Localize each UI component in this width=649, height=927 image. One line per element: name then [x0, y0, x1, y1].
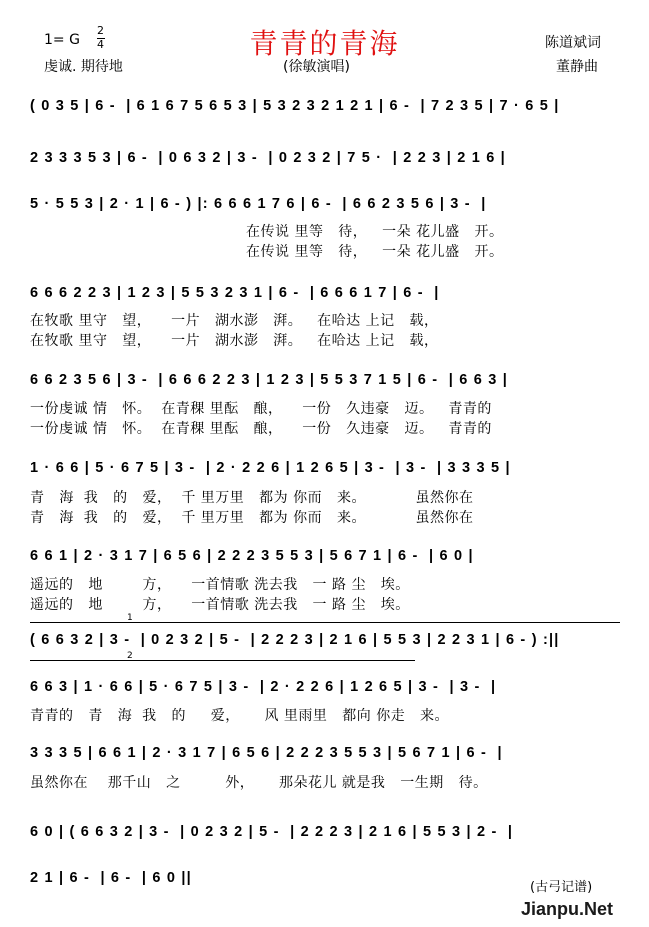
lyric-line-10: 虽然你在 那千山 之 外， 那朵花儿 就是我 一生期 待。	[30, 775, 488, 791]
score-system-12: 2 1 | 6 - | 6 - | 6 0 ||	[30, 870, 192, 886]
site-watermark: Jianpu.Net	[521, 899, 614, 919]
volta-label-2: 2	[127, 651, 133, 661]
score-system-6: 1 · 6 6 | 5 · 6 7 5 | 3 - | 2 · 2 2 6 | 1 2 6 5 | 3 - | 3 - | 3 3 3 5 |	[30, 460, 511, 476]
lyric-line-7a: 遥远的 地 方， 一首情歌 洗去我 一 路 尘 埃。	[30, 577, 410, 593]
score-system-8: ( 6 6 3 2 | 3 - | 0 2 3 2 | 5 - | 2 2 2 3 | 2 1 6 | 5 5 3 | 2 2 3 1 | 6 - ) :||	[30, 632, 560, 648]
volta-label-1: 1	[127, 613, 133, 623]
lyric-line-5a: 一份虔诚 情 怀。 在青稞 里酝 酿， 一份 久违豪 迈。 青青的	[30, 401, 492, 417]
song-title: 青青的青海	[249, 27, 400, 60]
singer-credit: (徐敏演唱)	[283, 59, 350, 75]
lyric-line-4a: 在牧歌 里守 望， 一片 湖水澎 湃。 在哈达 上记 载，	[30, 313, 439, 329]
lyric-line-3b: 在传说 里等 待， 一朵 花儿盛 开。	[246, 244, 504, 260]
tempo-marking: 虔诚. 期待地	[44, 59, 123, 75]
lyricist-credit: 陈道斌词	[545, 35, 601, 51]
volta-bracket-1	[30, 622, 620, 623]
time-signature-top: 2	[97, 24, 104, 37]
score-system-7: 6 6 1 | 2 · 3 1 7 | 6 5 6 | 2 2 2 3 5 5 3 | 5 6 7 1 | 6 - | 6 0 |	[30, 548, 474, 564]
lyric-line-6a: 青 海 我 的 爱， 千 里万里 都为 你而 来。 虽然你在	[30, 490, 474, 506]
transcriber-note: (古弓记谱)	[530, 880, 593, 895]
score-system-2: 2 3 3 3 5 3 | 6 - | 0 6 3 2 | 3 - | 0 2 3 2 | 7 5 · | 2 2 3 | 2 1 6 |	[30, 150, 506, 166]
score-system-11: 6 0 | ( 6 6 3 2 | 3 - | 0 2 3 2 | 5 - | 2 2 2 3 | 2 1 6 | 5 5 3 | 2 - |	[30, 824, 514, 840]
lyric-line-5b: 一份虔诚 情 怀。 在青稞 里酝 酿， 一份 久违豪 迈。 青青的	[30, 421, 492, 437]
score-system-3: 5 · 5 5 3 | 2 · 1 | 6 - ) |: 6 6 6 1 7 6 | 6 - | 6 6 2 3 5 6 | 3 - |	[30, 196, 487, 212]
score-system-10: 3 3 3 5 | 6 6 1 | 2 · 3 1 7 | 6 5 6 | 2 2 2 3 5 5 3 | 5 6 7 1 | 6 - |	[30, 745, 503, 761]
key-signature: 1= G	[44, 32, 80, 48]
lyric-line-6b: 青 海 我 的 爱， 千 里万里 都为 你而 来。 虽然你在	[30, 510, 474, 526]
time-signature-bottom: 4	[97, 38, 104, 51]
score-system-4: 6 6 6 2 2 3 | 1 2 3 | 5 5 3 2 3 1 | 6 - | 6 6 6 1 7 | 6 - |	[30, 285, 440, 301]
score-system-1: ( 0 3 5 | 6 - | 6 1 6 7 5 6 5 3 | 5 3 2 3 2 1 2 1 | 6 - | 7 2 3 5 | 7 · 6 5 |	[30, 98, 560, 114]
lyric-line-3a: 在传说 里等 待， 一朵 花儿盛 开。	[246, 224, 504, 240]
lyric-line-4b: 在牧歌 里守 望， 一片 湖水澎 湃。 在哈达 上记 载，	[30, 333, 439, 349]
lyric-line-7b: 遥远的 地 方， 一首情歌 洗去我 一 路 尘 埃。	[30, 597, 410, 613]
composer-credit: 董静曲	[556, 59, 598, 75]
volta-bracket-2	[30, 660, 415, 661]
score-system-5: 6 6 2 3 5 6 | 3 - | 6 6 6 2 2 3 | 1 2 3 | 5 5 3 7 1 5 | 6 - | 6 6 3 |	[30, 372, 508, 388]
lyric-line-9: 青青的 青 海 我 的 爱， 风 里雨里 都向 你走 来。	[30, 708, 450, 724]
score-system-9: 6 6 3 | 1 · 6 6 | 5 · 6 7 5 | 3 - | 2 · 2 2 6 | 1 2 6 5 | 3 - | 3 - |	[30, 679, 497, 695]
